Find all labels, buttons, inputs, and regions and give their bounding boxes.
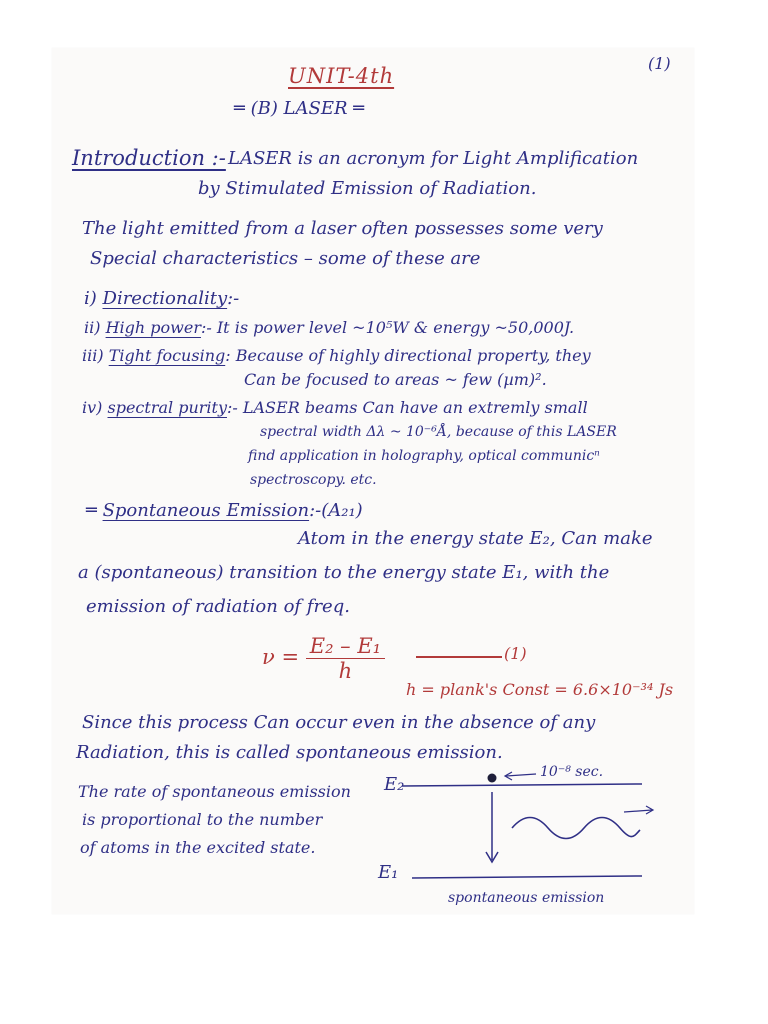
list-text: Because of highly directional property, they (235, 346, 591, 365)
section-2-line-5: Radiation, this is called spontaneous emission. (76, 742, 503, 763)
upper-level-label: E₂ (384, 774, 405, 795)
double-dash-icon: ═ (234, 98, 251, 119)
formula-fraction (306, 634, 385, 683)
list-text: spectral width Δλ ~ 10⁻⁶Å, because of this LASER (260, 424, 617, 440)
equation-number: (1) (504, 644, 527, 663)
list-term: High power (105, 318, 201, 337)
section-2-line-3: emission of radiation of freq. (86, 596, 350, 617)
list-separator: : (225, 346, 231, 365)
list-text: LASER beams Can have an extremly small (242, 398, 588, 417)
frequency-formula (262, 634, 385, 683)
list-number: ii) (84, 318, 101, 337)
paragraph-1-line-2: Special characteristics – some of these are (90, 248, 481, 269)
upper-energy-level (402, 784, 642, 786)
emission-arrow (624, 810, 652, 812)
list-separator: :- (200, 318, 212, 337)
section-2-heading: Spontaneous Emission (102, 500, 310, 521)
notes-page (52, 48, 694, 914)
list-term: spectral purity (107, 398, 227, 417)
double-dash-icon: ═ (347, 98, 365, 119)
list-text: spectroscopy. etc. (250, 472, 377, 488)
paragraph-1-line-1: The light emitted from a laser often possesses some very (82, 218, 603, 239)
list-term: Tight focusing (108, 346, 226, 365)
list-separator: :- (226, 398, 238, 417)
laser-subtitle: (B) LASER (250, 98, 348, 119)
section-2-suffix: :-(A₂₁) (309, 500, 363, 521)
list-item-spectral-purity (82, 398, 588, 417)
list-item-high-power (84, 318, 574, 337)
list-text: find application in holography, optical communicⁿ (248, 448, 600, 464)
list-term: Directionality (102, 288, 228, 309)
diagram-caption: spontaneous emission (448, 890, 605, 906)
rate-line-1: The rate of spontaneous emission (78, 782, 351, 801)
formula-numerator: E₂ – E₁ (306, 634, 385, 659)
lifetime-label: 10⁻⁸ sec. (540, 764, 604, 780)
photon-wave-icon (512, 818, 640, 839)
lower-level-label: E₁ (378, 862, 399, 883)
list-text: It is power level ~10⁵W & energy ~50,000J. (216, 318, 575, 337)
lifetime-arrow (506, 774, 536, 776)
list-number: iii) (82, 346, 104, 365)
double-dash-icon: ═ (86, 500, 103, 521)
list-text: Can be focused to areas ~ few (µm)². (244, 370, 547, 389)
unit-title: UNIT-4th (288, 64, 395, 88)
excited-atom-dot (488, 774, 497, 783)
list-separator: :- (227, 288, 240, 309)
intro-line-1: LASER is an acronym for Light Amplification (228, 148, 639, 169)
section-2-line-2: a (spontaneous) transition to the energy state E₁, with the (78, 562, 610, 583)
equation-leader-line (416, 656, 502, 658)
planck-constant: h = plank's Const = 6.6×10⁻³⁴ Js (406, 680, 674, 699)
list-item-tight-focusing (82, 346, 591, 365)
laser-subtitle-row (234, 98, 364, 119)
section-2-line-4: Since this process Can occur even in the absence of any (82, 712, 596, 733)
lower-energy-level (412, 876, 642, 878)
list-number: iv) (82, 398, 103, 417)
formula-lhs: ν = (262, 645, 300, 669)
page-number: (1) (648, 54, 671, 73)
rate-line-3: of atoms in the excited state. (80, 838, 316, 857)
list-item-directionality (84, 288, 239, 309)
formula-denominator: h (338, 659, 353, 683)
section-2-heading-row (86, 500, 363, 521)
rate-line-2: is proportional to the number (82, 810, 323, 829)
intro-heading: Introduction :- (72, 146, 226, 170)
list-number: i) (84, 288, 97, 309)
intro-line-2: by Stimulated Emission of Radiation. (198, 178, 537, 199)
section-2-line-1: Atom in the energy state E₂, Can make (298, 528, 653, 549)
